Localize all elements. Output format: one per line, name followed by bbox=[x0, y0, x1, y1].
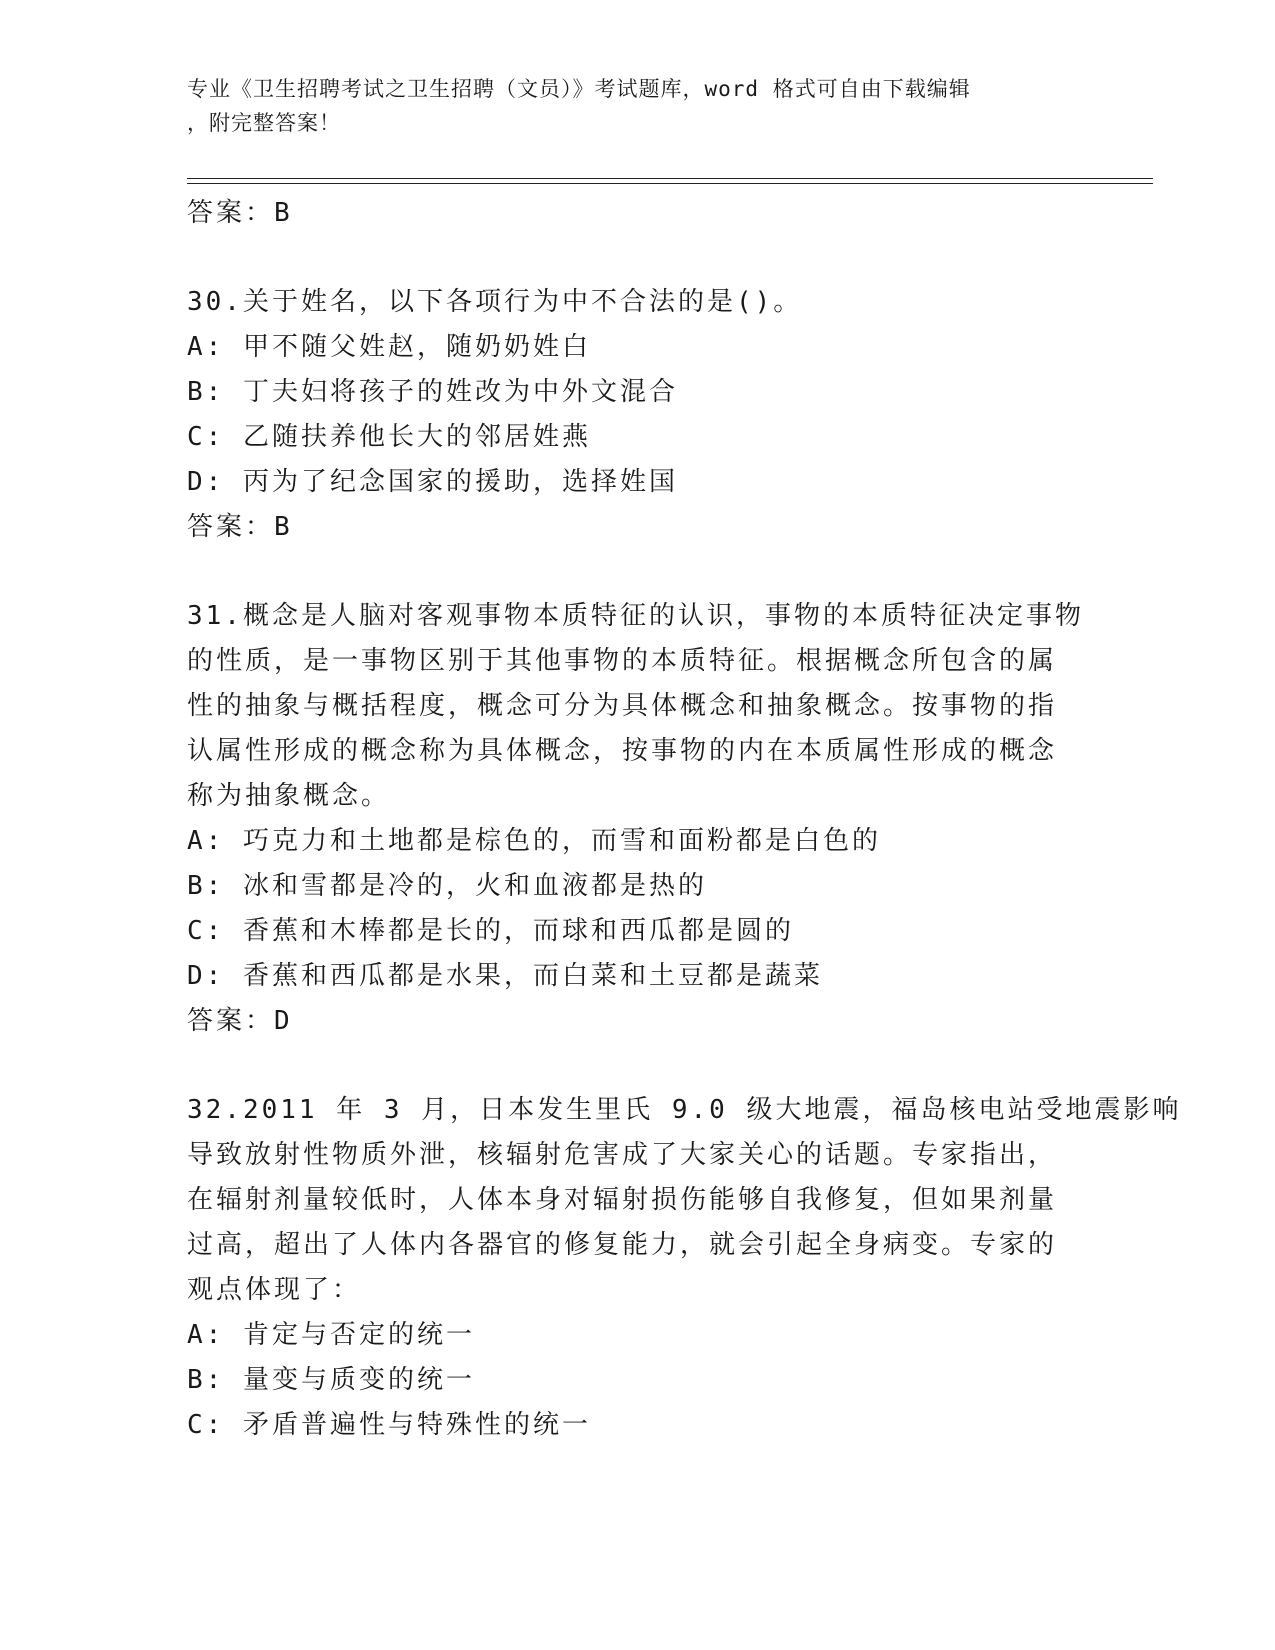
header-line-1: 专业《卫生招聘考试之卫生招聘（文员）》考试题库，word 格式可自由下载编辑 bbox=[187, 77, 971, 101]
question-stem: 导致放射性物质外泄，核辐射危害成了大家关心的话题。专家指出， bbox=[187, 1140, 1058, 1170]
option-a: A: 甲不随父姓赵，随奶奶姓白 bbox=[187, 332, 591, 362]
option-c: C: 乙随扶养他长大的邻居姓燕 bbox=[187, 422, 591, 452]
answer-line: 答案：B bbox=[187, 512, 293, 542]
option-b: B: 冰和雪都是冷的，火和血液都是热的 bbox=[187, 871, 707, 901]
header-line-2: ，附完整答案！ bbox=[187, 111, 341, 135]
question-stem: 过高，超出了人体内各器官的修复能力，就会引起全身病变。专家的 bbox=[187, 1230, 1058, 1260]
question-item bbox=[187, 1088, 1182, 1448]
question-stem: 30.关于姓名，以下各项行为中不合法的是()。 bbox=[187, 287, 803, 317]
option-c: C: 矛盾普遍性与特殊性的统一 bbox=[187, 1410, 591, 1440]
option-a: A: 巧克力和土地都是棕色的，而雪和面粉都是白色的 bbox=[187, 826, 881, 856]
question-stem: 31.概念是人脑对客观事物本质特征的认识，事物的本质特征决定事物 bbox=[187, 601, 1084, 631]
question-list bbox=[187, 191, 1182, 1448]
question-stem: 称为抽象概念。 bbox=[187, 781, 391, 811]
option-d: D: 丙为了纪念国家的援助，选择姓国 bbox=[187, 467, 678, 497]
question-stem: 的性质，是一事物区别于其他事物的本质特征。根据概念所包含的属 bbox=[187, 646, 1058, 676]
option-c: C: 香蕉和木棒都是长的，而球和西瓜都是圆的 bbox=[187, 916, 794, 946]
option-b: B: 量变与质变的统一 bbox=[187, 1365, 475, 1395]
question-stem: 32.2011 年 3 月，日本发生里氏 9.0 级大地震，福岛核电站受地震影响 bbox=[187, 1095, 1182, 1125]
option-d: D: 香蕉和西瓜都是水果，而白菜和土豆都是蔬菜 bbox=[187, 961, 823, 991]
answer-line: 答案：D bbox=[187, 1006, 293, 1036]
header-divider bbox=[187, 178, 1153, 179]
question-item bbox=[187, 594, 1087, 1044]
header-divider bbox=[187, 183, 1153, 184]
answer-line: 答案：B bbox=[187, 198, 293, 228]
question-item bbox=[187, 280, 1087, 550]
option-b: B: 丁夫妇将孩子的姓改为中外文混合 bbox=[187, 377, 678, 407]
question-stem: 性的抽象与概括程度，概念可分为具体概念和抽象概念。按事物的指 bbox=[187, 691, 1058, 721]
question-stem: 观点体现了： bbox=[187, 1275, 362, 1305]
question-stem: 认属性形成的概念称为具体概念，按事物的内在本质属性形成的概念 bbox=[187, 736, 1058, 766]
question-stem: 在辐射剂量较低时，人体本身对辐射损伤能够自我修复，但如果剂量 bbox=[187, 1185, 1058, 1215]
option-a: A: 肯定与否定的统一 bbox=[187, 1320, 475, 1350]
page-header bbox=[187, 72, 1087, 140]
